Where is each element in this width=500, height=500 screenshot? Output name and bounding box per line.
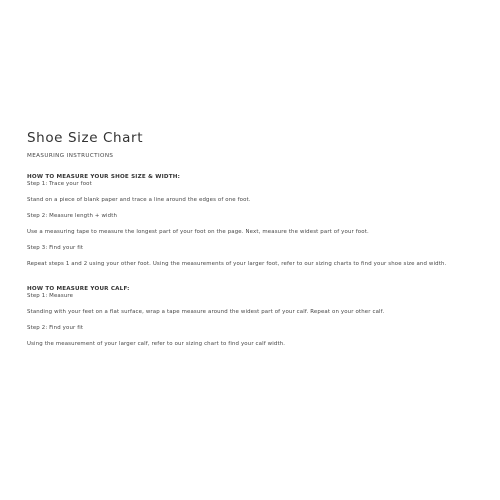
section-heading-calf: HOW TO MEASURE YOUR CALF: [27, 286, 130, 292]
step-text: Standing with your feet on a flat surface, wrap a tape measure around the widest part of your calf. Repeat on your other calf. [27, 309, 385, 315]
step-text: Stand on a piece of blank paper and trace a line around the edges of one foot. [27, 197, 251, 203]
page-subtitle: MEASURING INSTRUCTIONS [27, 153, 114, 159]
shoe-size-section [27, 174, 487, 268]
section-heading-shoe-size: HOW TO MEASURE YOUR SHOE SIZE & WIDTH: [27, 174, 181, 180]
step-label: Step 3: Find your fit [27, 245, 84, 251]
step-label: Step 2: Measure length + width [27, 213, 118, 219]
step-text: Using the measurement of your larger calf, refer to our sizing chart to find your calf width. [27, 341, 286, 347]
step-label: Step 1: Measure [27, 293, 74, 299]
step-label: Step 2: Find your fit [27, 325, 84, 331]
step-text: Repeat steps 1 and 2 using your other foot. Using the measurements of your larger foot, refer to our sizing charts to find your shoe size and width. [27, 261, 447, 267]
step-text: Use a measuring tape to measure the longest part of your foot on the page. Next, measure the widest part of your foot. [27, 229, 369, 235]
calf-section [27, 286, 487, 348]
step-label: Step 1: Trace your foot [27, 181, 92, 187]
page-title: Shoe Size Chart [27, 130, 144, 146]
size-guide-document [27, 130, 487, 348]
